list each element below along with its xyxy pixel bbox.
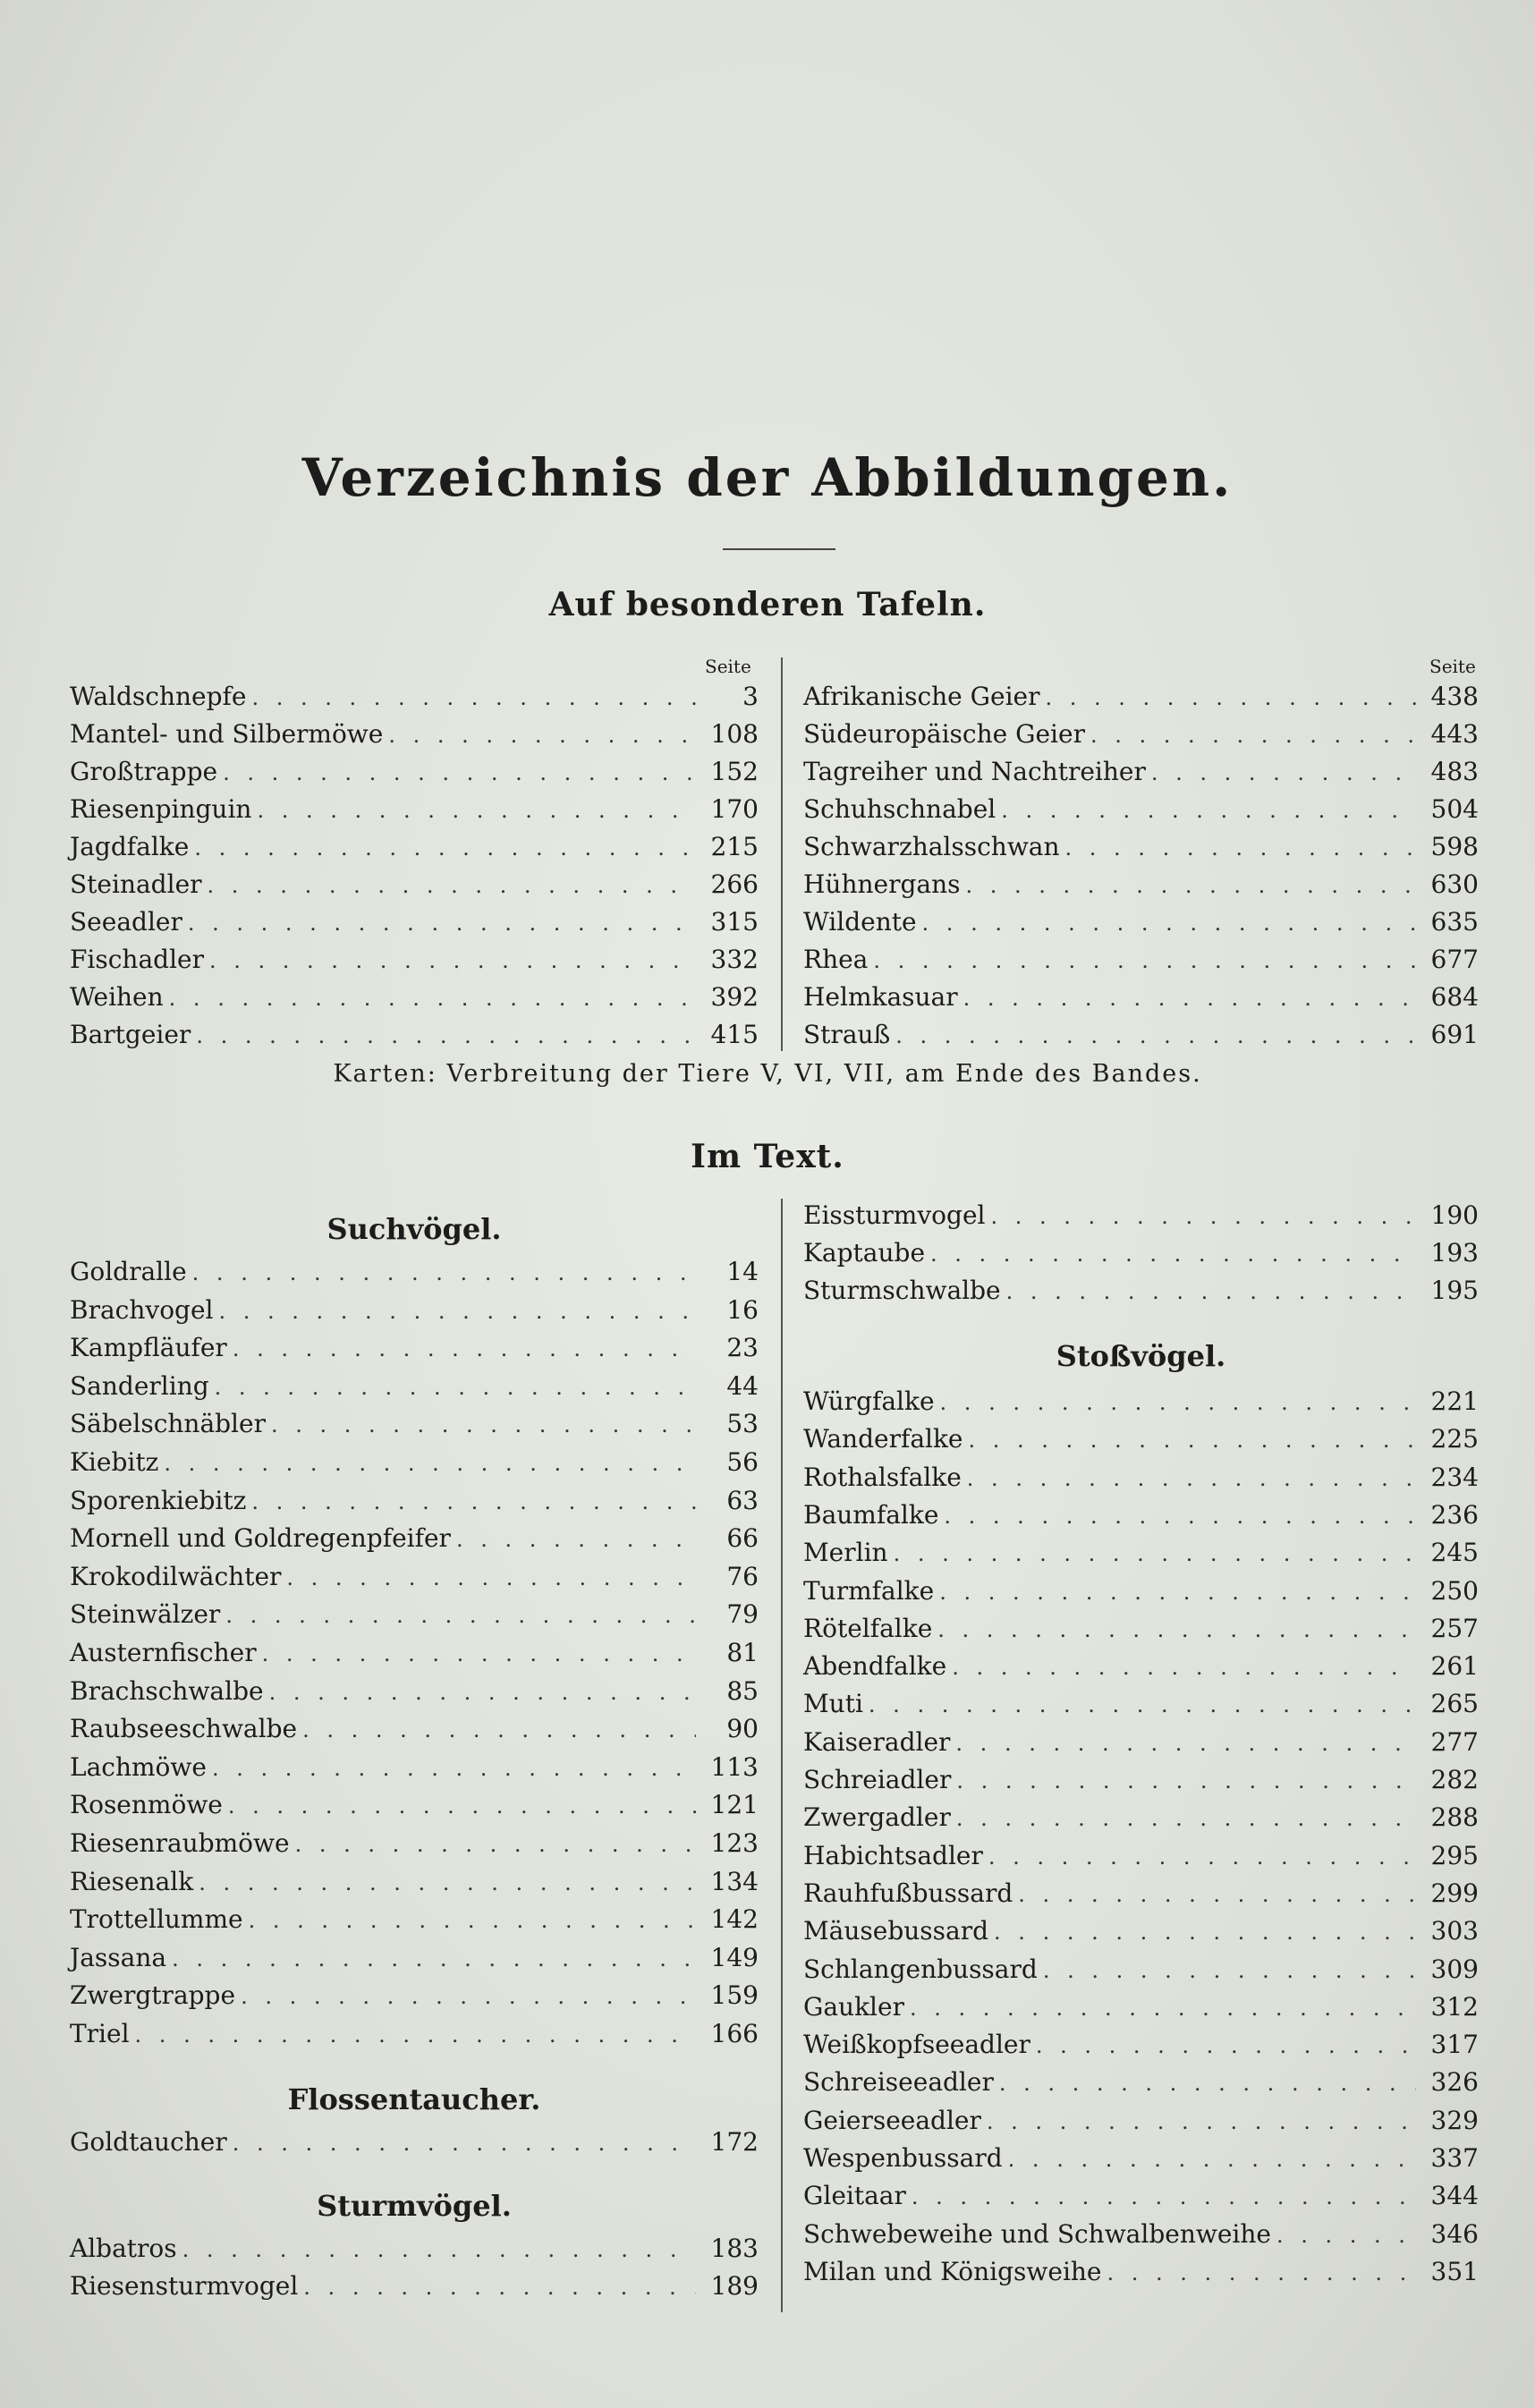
index-entry [70,1333,759,1369]
index-entry [70,1714,759,1750]
leader-dots [212,1756,696,1781]
index-entry [803,832,1479,868]
index-entry [70,1257,759,1293]
leader-dots [225,1603,696,1628]
entry-page-number: 44 [726,1370,759,1401]
index-entry [70,1904,759,1940]
index-entry [70,832,759,868]
index-entry [803,2030,1479,2065]
leader-dots [937,1617,1416,1642]
leader-dots [910,1996,1416,2021]
index-entry [70,1790,759,1826]
entry-name: Wanderfalke [803,1424,963,1454]
entry-page-number: 303 [1430,1916,1479,1946]
leader-dots [1065,835,1416,861]
leader-dots [208,873,696,898]
entry-page-number: 266 [710,869,759,899]
seite-label-right: Seite [1429,656,1476,677]
index-entry [70,1020,759,1056]
leader-dots [192,1260,696,1285]
leader-dots [1006,1279,1416,1304]
entry-page-number: 225 [1430,1424,1479,1454]
leader-dots [1276,2223,1416,2248]
entry-page-number: 261 [1430,1651,1479,1682]
entry-name: Eissturmvogel [803,1200,986,1230]
leader-dots [1043,1958,1416,1983]
entry-name: Austernfischer [70,1638,257,1667]
entry-page-number: 53 [726,1409,759,1439]
leader-dots [988,1844,1416,1870]
entry-page-number: 79 [726,1599,759,1630]
leader-dots [302,1717,696,1742]
entry-name: Sporenkiebitz [70,1485,247,1515]
index-entry [70,1523,759,1559]
leader-dots [219,1299,697,1324]
leader-dots [940,1390,1416,1415]
leader-dots [963,986,1416,1011]
index-entry [70,1980,759,2016]
entry-page-number: 443 [1430,719,1479,749]
entry-page-number: 234 [1430,1462,1479,1492]
entry-name: Hühnergans [803,869,961,899]
entry-name: Raubseeschwalbe [70,1714,298,1744]
index-entry [803,2143,1479,2179]
index-entry [70,1562,759,1598]
entry-name: Tagreiher und Nachtreiher [803,757,1146,786]
entry-page-number: 504 [1430,794,1479,824]
index-entry [803,1689,1479,1725]
leader-dots [956,1768,1416,1793]
entry-page-number: 337 [1430,2143,1479,2173]
entry-page-number: 183 [710,2234,759,2263]
seite-label-left: Seite [705,656,751,677]
index-entry [70,945,759,980]
leader-dots [303,2275,696,2300]
entry-page-number: 332 [710,945,759,974]
entry-page-number: 630 [1430,869,1479,899]
entry-page-number: 326 [1430,2067,1479,2098]
index-entry [803,757,1479,793]
entry-name: Weihen [70,982,164,1012]
entry-name: Sturmschwalbe [803,1276,1001,1305]
entry-name: Goldtaucher [70,2127,227,2157]
entry-page-number: 288 [1430,1802,1479,1833]
entry-page-number: 170 [710,794,759,824]
entry-name: Zwergtrappe [70,1980,236,2011]
section-title-sturmvoegel: Sturmvögel. [317,2189,512,2223]
index-entry [803,869,1479,905]
leader-dots [262,1641,696,1666]
index-entry [803,1500,1479,1536]
leader-dots [456,1527,696,1552]
index-entry [70,1638,759,1674]
entry-page-number: 299 [1430,1878,1479,1908]
entry-name: Mornell und Goldregenpfeifer [70,1523,451,1554]
leader-dots [388,723,696,748]
entry-name: Sanderling [70,1370,209,1401]
index-entry [803,1200,1479,1236]
leader-dots [956,1806,1416,1831]
entry-name: Abendfalke [803,1651,947,1682]
entry-name: Rosenmöwe [70,1790,223,1820]
entry-name: Krokodilwächter [70,1561,282,1591]
leader-dots [1001,798,1416,823]
entry-page-number: 76 [726,1561,759,1591]
index-entry [803,1878,1479,1914]
entry-page-number: 190 [1430,1200,1479,1230]
entry-page-number: 123 [710,1828,759,1858]
entry-page-number: 63 [726,1485,759,1515]
entry-page-number: 282 [1430,1765,1479,1794]
index-entry [70,757,759,793]
entry-name: Strauß [803,1020,891,1049]
entry-page-number: 265 [1430,1689,1479,1719]
entry-page-number: 56 [726,1447,759,1477]
entry-name: Schuhschnabel [803,794,996,824]
entry-page-number: 121 [710,1790,759,1820]
index-entry [70,1943,759,1979]
index-entry [803,1614,1479,1649]
index-entry [803,982,1479,1018]
leader-dots [987,2109,1416,2134]
entry-name: Habichtsadler [803,1840,983,1870]
index-entry [803,2257,1479,2293]
entry-page-number: 351 [1430,2256,1479,2286]
leader-dots [269,1680,696,1705]
entry-page-number: 85 [726,1675,759,1706]
leader-dots [228,1793,696,1819]
entry-page-number: 635 [1430,907,1479,937]
leader-dots [869,1692,1416,1717]
entry-name: Würgfalke [803,1386,935,1416]
leader-dots [257,798,696,823]
index-entry [803,1576,1479,1612]
index-entry [803,1802,1479,1838]
entry-page-number: 438 [1430,682,1479,711]
entry-page-number: 317 [1430,2030,1479,2060]
entry-name: Geierseeadler [803,2105,981,2135]
entry-page-number: 3 [742,682,759,711]
leader-dots [922,911,1416,936]
entry-page-number: 195 [1430,1276,1479,1305]
entry-name: Turmfalke [803,1575,935,1606]
text-heading: Im Text. [691,1138,844,1175]
entry-name: Rothalsfalke [803,1462,962,1492]
leader-dots [286,1565,696,1590]
entry-name: Brachvogel [70,1294,214,1325]
index-entry [803,2219,1479,2255]
entry-name: Afrikanische Geier [803,682,1040,711]
entry-name: Schreiadler [803,1765,952,1794]
entry-name: Kaiseradler [803,1726,951,1757]
entry-name: Schlangenbussard [803,1954,1038,1984]
text-divider [781,1199,783,2312]
leader-dots [194,835,696,861]
index-entry [70,982,759,1018]
index-entry [70,719,759,755]
index-entry [803,1238,1479,1274]
leader-dots [1107,2260,1417,2285]
entry-name: Goldralle [70,1257,187,1286]
entry-name: Schreiseeadler [803,2067,994,2098]
leader-dots [967,1466,1416,1491]
leader-dots [196,1023,696,1048]
index-entry [70,1409,759,1445]
leader-dots [952,1655,1416,1680]
entry-page-number: 215 [710,832,759,861]
index-entry [803,2067,1479,2103]
entry-name: Steinwälzer [70,1599,221,1630]
entry-name: Mäusebussard [803,1916,989,1946]
entry-name: Gaukler [803,1991,904,2022]
leader-dots [999,2071,1416,2096]
entry-page-number: 90 [726,1714,759,1744]
section-title-flossentaucher: Flossentaucher. [287,2082,541,2116]
index-entry [70,682,759,717]
index-entry [70,1599,759,1635]
index-entry [803,1020,1479,1056]
index-entry [70,2271,759,2307]
entry-name: Schwebeweihe und Schwalbenweihe [803,2218,1271,2249]
entry-name: Riesensturmvogel [70,2271,299,2301]
entry-page-number: 221 [1430,1386,1479,1416]
index-entry [803,1538,1479,1573]
entry-name: Seeadler [70,907,182,937]
entry-page-number: 329 [1430,2105,1479,2135]
entry-name: Großtrappe [70,757,218,786]
entry-name: Rauhfußbussard [803,1878,1013,1908]
entry-page-number: 684 [1430,982,1479,1012]
entry-name: Merlin [803,1538,888,1568]
index-entry [803,719,1479,755]
leader-dots [199,1870,696,1895]
index-entry [70,907,759,943]
leader-dots [930,1242,1416,1267]
entry-name: Rötelfalke [803,1613,933,1643]
leader-dots [990,1204,1416,1229]
index-entry [803,2106,1479,2141]
index-entry [803,1992,1479,2028]
leader-dots [966,873,1417,898]
entry-name: Kampfläufer [70,1333,227,1363]
leader-dots [209,948,696,973]
entry-page-number: 677 [1430,945,1479,974]
index-entry [70,1867,759,1903]
entry-name: Gleitaar [803,2181,906,2211]
index-entry [803,1424,1479,1460]
leader-dots [249,1908,696,1933]
leader-dots [172,1946,696,1971]
entry-name: Fischadler [70,945,204,974]
index-entry [803,1765,1479,1801]
entry-page-number: 598 [1430,832,1479,861]
leader-dots [1151,760,1416,785]
entry-page-number: 159 [710,1980,759,2011]
leader-dots [251,1489,696,1514]
entry-name: Bartgeier [70,1020,191,1049]
leader-dots [295,1832,696,1857]
entry-page-number: 309 [1430,1954,1479,1984]
index-entry [803,1651,1479,1687]
entry-name: Brachschwalbe [70,1675,264,1706]
index-entry [70,1447,759,1483]
entry-name: Rhea [803,945,869,974]
leader-dots [994,1920,1416,1945]
leader-dots [135,2022,696,2048]
index-entry [803,1841,1479,1877]
index-entry [70,1371,759,1407]
leader-dots [873,948,1416,973]
section-title-suchvoegel: Suchvögel. [327,1212,502,1246]
entry-page-number: 166 [710,2019,759,2048]
entry-name: Riesenalk [70,1866,194,1896]
entry-name: Südeuropäische Geier [803,719,1085,749]
entry-page-number: 149 [710,1942,759,1972]
index-entry [803,907,1479,943]
leader-dots [955,1731,1416,1756]
index-entry [70,1486,759,1522]
entry-page-number: 66 [726,1523,759,1554]
plates-divider [781,657,783,1051]
entry-page-number: 189 [710,2271,759,2301]
entry-page-number: 142 [710,1904,759,1935]
entry-name: Schwarzhalsschwan [803,832,1060,861]
entry-page-number: 23 [726,1333,759,1363]
index-entry [803,794,1479,830]
leader-dots [1036,2033,1416,2058]
karten-line: Karten: Verbreitung der Tiere V, VI, VII, am Ende des Bandes. [333,1060,1202,1088]
index-entry [803,1276,1479,1311]
leader-dots [223,760,696,785]
leader-dots [912,2184,1416,2209]
entry-page-number: 134 [710,1866,759,1896]
index-entry [70,1676,759,1712]
leader-dots [271,1412,696,1437]
entry-page-number: 250 [1430,1575,1479,1606]
entry-name: Trottellumme [70,1904,243,1935]
entry-name: Wespenbussard [803,2143,1003,2173]
entry-page-number: 81 [726,1638,759,1667]
title-rule [723,548,835,550]
leader-dots [1008,2147,1416,2172]
index-entry [70,794,759,830]
leader-dots [215,1375,696,1400]
leader-dots [1045,685,1416,710]
entry-name: Muti [803,1689,863,1719]
index-entry [70,1295,759,1331]
entry-page-number: 152 [710,757,759,786]
leader-dots [895,1023,1416,1048]
entry-page-number: 172 [710,2127,759,2157]
index-entry [70,2234,759,2269]
entry-page-number: 295 [1430,1840,1479,1870]
entry-page-number: 245 [1430,1538,1479,1568]
index-entry [803,1954,1479,1990]
index-entry [70,1752,759,1788]
entry-name: Mantel- und Silbermöwe [70,719,384,749]
entry-name: Kaptaube [803,1238,926,1268]
entry-page-number: 113 [710,1751,759,1782]
leader-dots [894,1541,1416,1566]
index-entry [70,2127,759,2163]
leader-dots [233,1336,696,1361]
leader-dots [182,2237,696,2262]
index-entry [803,682,1479,717]
entry-page-number: 346 [1430,2218,1479,2249]
leader-dots [188,911,696,936]
entry-name: Riesenpinguin [70,794,252,824]
index-entry [803,1386,1479,1422]
leader-dots [164,1451,696,1476]
entry-name: Helmkasuar [803,982,958,1012]
leader-dots [169,986,696,1011]
index-entry [803,1916,1479,1952]
entry-page-number: 392 [710,982,759,1012]
entry-page-number: 108 [710,719,759,749]
entry-name: Baumfalke [803,1499,939,1530]
index-entry [70,1828,759,1864]
entry-page-number: 691 [1430,1020,1479,1049]
entry-name: Wildente [803,907,917,937]
entry-name: Waldschnepfe [70,682,247,711]
index-entry [70,869,759,905]
entry-name: Lachmöwe [70,1751,207,1782]
leader-dots [233,2131,696,2156]
leader-dots [1090,723,1416,748]
leader-dots [1018,1882,1416,1907]
entry-name: Kiebitz [70,1447,159,1477]
entry-page-number: 257 [1430,1613,1479,1643]
entry-page-number: 236 [1430,1499,1479,1530]
entry-page-number: 315 [710,907,759,937]
entry-name: Milan und Königsweihe [803,2256,1102,2286]
leader-dots [241,1984,696,2009]
index-entry [803,2181,1479,2217]
entry-page-number: 344 [1430,2181,1479,2211]
plates-heading: Auf besonderen Tafeln. [548,586,987,623]
index-entry [803,1727,1479,1763]
entry-name: Jagdfalke [70,832,190,861]
index-entry [803,1463,1479,1498]
entry-name: Albatros [70,2234,177,2263]
entry-name: Weißkopfseeadler [803,2030,1030,2060]
entry-page-number: 483 [1430,757,1479,786]
leader-dots [969,1428,1417,1453]
leader-dots [944,1504,1416,1529]
page-title: Verzeichnis der Abbildungen. [301,447,1234,508]
entry-name: Zwergadler [803,1802,951,1833]
entry-page-number: 415 [710,1020,759,1049]
entry-name: Triel [70,2019,130,2048]
leader-dots [251,685,696,710]
entry-page-number: 14 [726,1257,759,1286]
index-entry [803,945,1479,980]
entry-page-number: 312 [1430,1991,1479,2022]
leader-dots [939,1580,1416,1605]
index-entry [70,2019,759,2055]
section-title-stossvoegel: Stoßvögel. [1056,1339,1226,1373]
entry-page-number: 193 [1430,1238,1479,1268]
entry-name: Jassana [70,1942,167,1972]
entry-name: Riesenraubmöwe [70,1828,290,1858]
entry-name: Steinadler [70,869,202,899]
entry-name: Säbelschnäbler [70,1409,266,1439]
entry-page-number: 277 [1430,1726,1479,1757]
entry-page-number: 16 [726,1294,759,1325]
